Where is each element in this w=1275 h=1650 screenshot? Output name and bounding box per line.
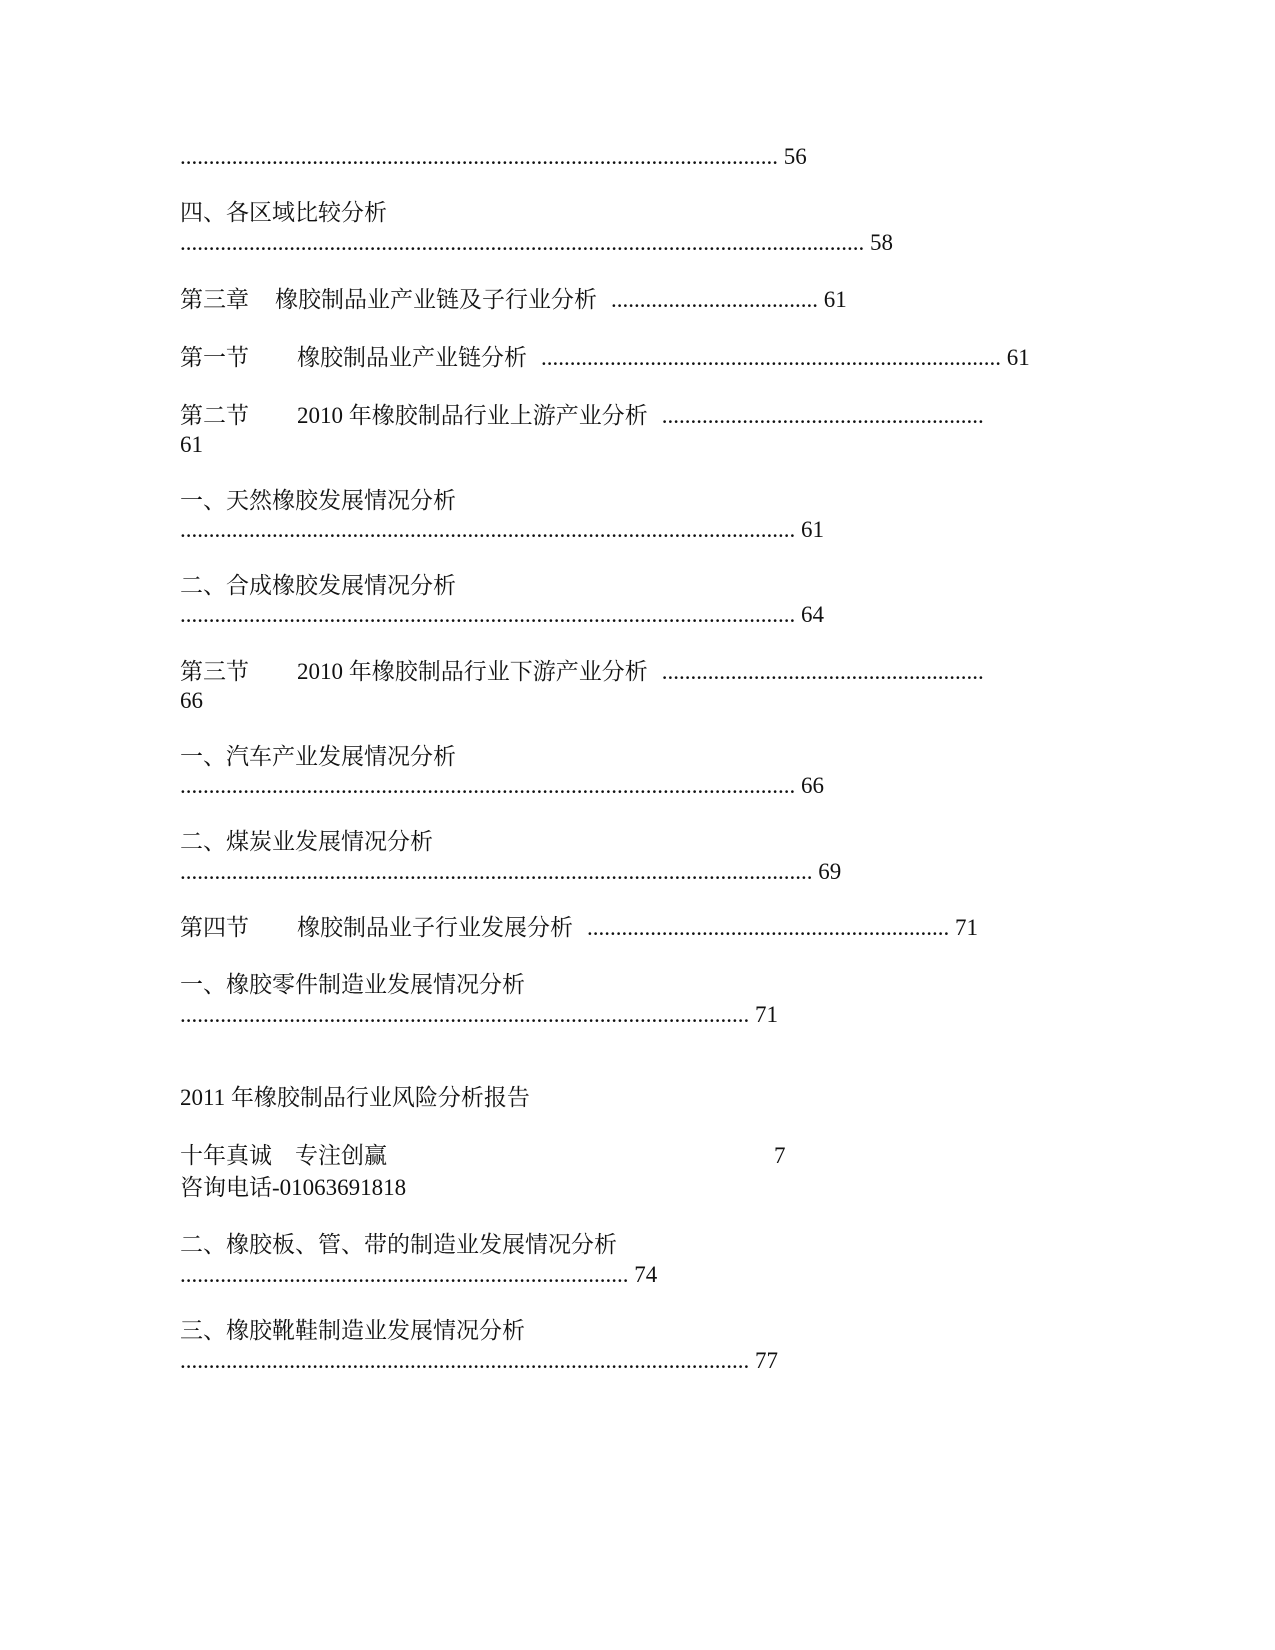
toc-page-number: 61 <box>180 432 203 457</box>
consult-phone: 咨询电话-01063691818 <box>180 1175 407 1200</box>
toc-leader-dots: ........................................................................................................ <box>180 144 778 169</box>
toc-entry-title: 二、煤炭业发展情况分析 <box>180 829 433 854</box>
toc-section-label: 第一节 <box>180 345 249 370</box>
toc-page-number: 66 <box>801 773 824 798</box>
toc-entry-title: 一、橡胶零件制造业发展情况分析 <box>180 972 525 997</box>
toc-leader-dots: .............................................................................. <box>180 1262 629 1287</box>
toc-section-label: 第三节 <box>180 659 249 684</box>
toc-entry-title: 橡胶制品业产业链及子行业分析 <box>275 287 597 312</box>
toc-entry-leader <box>180 856 841 888</box>
toc-leader-dots: .................................... <box>611 287 818 312</box>
toc-section-label: 第二节 <box>180 403 249 428</box>
toc-leader-dots: ........................................................................................................... <box>180 602 796 627</box>
toc-section-entry <box>180 656 984 688</box>
toc-leader-dots: ............................................................... <box>587 915 950 940</box>
toc-entry-title: 橡胶制品业产业链分析 <box>297 345 527 370</box>
toc-leader-dots: ........................................................................................................... <box>180 517 796 542</box>
toc-entry-leader <box>180 599 824 631</box>
report-title: 2011 年橡胶制品行业风险分析报告 <box>180 1085 530 1110</box>
toc-page-number: 66 <box>180 688 203 713</box>
toc-leader-dots: ........................................................ <box>661 403 984 428</box>
toc-entry-leader <box>180 1345 778 1377</box>
toc-chapter-label: 第三章 <box>180 287 249 312</box>
toc-page-number: 69 <box>818 859 842 884</box>
toc-entry-title: 二、合成橡胶发展情况分析 <box>180 573 456 598</box>
toc-entry-title: 2010 年橡胶制品行业上游产业分析 <box>297 403 648 428</box>
toc-entry-title: 二、橡胶板、管、带的制造业发展情况分析 <box>180 1232 617 1257</box>
toc-entry-leader <box>180 770 824 802</box>
toc-page-number: 71 <box>955 915 978 940</box>
toc-page-number: 56 <box>783 144 807 169</box>
toc-page-number: 77 <box>755 1348 778 1373</box>
toc-page-number: 61 <box>823 287 847 312</box>
toc-entry-title: 橡胶制品业子行业发展分析 <box>297 915 573 940</box>
toc-section-entry <box>180 912 978 944</box>
toc-entry-leader <box>180 227 893 259</box>
toc-entry-title: 四、各区域比较分析 <box>180 200 387 225</box>
toc-leader-dots: ................................................................................................... <box>180 1002 750 1027</box>
toc-leader-dots: ................................................................................................... <box>180 1348 750 1373</box>
toc-page-number: 64 <box>801 602 824 627</box>
toc-leader-dots: ....................................................................................................................... <box>180 230 865 255</box>
toc-section-entry <box>180 400 984 432</box>
company-slogan: 十年真诚 专注创赢 <box>180 1143 387 1168</box>
toc-page-number: 61 <box>1006 345 1030 370</box>
toc-page-number: 61 <box>801 517 824 542</box>
toc-leader-dots: ................................................................................ <box>541 345 1001 370</box>
toc-entry-leader <box>180 999 778 1031</box>
toc-leader-dots: ........................................................ <box>661 659 984 684</box>
toc-page-number: 71 <box>755 1002 778 1027</box>
toc-section-label: 第四节 <box>180 915 249 940</box>
toc-entry-leader <box>180 1259 657 1291</box>
toc-entry-title: 三、橡胶靴鞋制造业发展情况分析 <box>180 1318 525 1343</box>
page-number: 7 <box>774 1143 786 1168</box>
toc-entry-title: 一、天然橡胶发展情况分析 <box>180 488 456 513</box>
toc-leader-dots: .............................................................................................................. <box>180 859 813 884</box>
toc-section-entry <box>180 342 1030 374</box>
toc-entry <box>180 141 807 173</box>
toc-entry-title: 一、汽车产业发展情况分析 <box>180 744 456 769</box>
toc-leader-dots: ........................................................................................................... <box>180 773 796 798</box>
toc-entry-title: 2010 年橡胶制品行业下游产业分析 <box>297 659 648 684</box>
toc-entry-leader <box>180 514 824 546</box>
toc-page-number: 58 <box>870 230 893 255</box>
toc-page-number: 74 <box>634 1262 658 1287</box>
toc-chapter-entry <box>180 284 847 316</box>
